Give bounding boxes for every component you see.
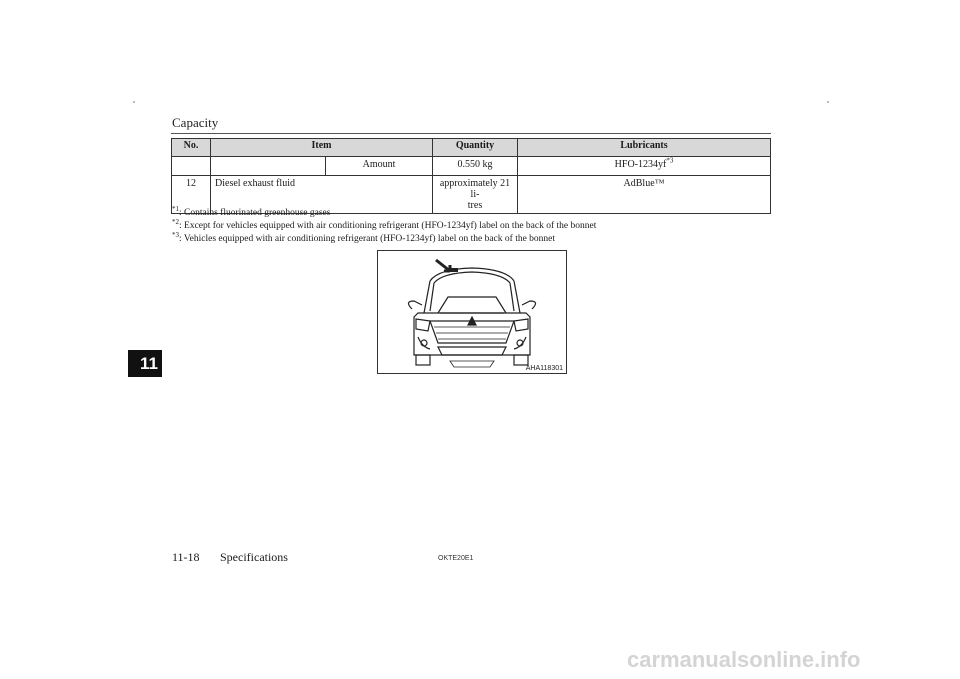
table-row <box>172 157 771 176</box>
cell-lubricant: AdBlue™ <box>518 176 771 214</box>
vehicle-front-open-bonnet-icon <box>378 251 566 373</box>
column-header-no: No. <box>172 139 211 157</box>
vehicle-figure <box>377 250 567 374</box>
footnote-mark: *3 <box>172 230 179 239</box>
column-header-item: Item <box>211 139 433 157</box>
footnote-mark: *2 <box>172 217 179 226</box>
footnote-text: : Except for vehicles equipped with air conditioning refrigerant (HFO-1234yf) label on the back of the bonnet <box>179 221 597 231</box>
cell-quantity: 0.550 kg <box>433 157 518 176</box>
title-rule <box>171 133 771 134</box>
footnote-1 <box>172 204 596 220</box>
cell-lubricant <box>518 157 771 176</box>
column-header-lubricants: Lubricants <box>518 139 771 157</box>
footnote-2 <box>172 217 597 233</box>
footnote-text: : Contains fluorinated greenhouse gases <box>179 208 331 218</box>
section-title: Capacity <box>172 115 219 130</box>
chapter-tab: 11 <box>128 350 162 377</box>
crop-mark-left <box>133 101 135 103</box>
cell-item <box>211 157 326 176</box>
footnotes <box>172 204 597 246</box>
cell-no: 12 <box>172 176 211 214</box>
lubricant-name: HFO-1234yf <box>614 159 667 170</box>
document-code: OKTE20E1 <box>438 555 474 562</box>
page-number: 11-18 <box>172 550 200 564</box>
footnote-mark: *1 <box>172 204 179 213</box>
figure-code: AHA118301 <box>525 365 563 372</box>
watermark: carmanualsonline.info <box>627 647 861 672</box>
column-header-quantity: Quantity <box>433 139 518 157</box>
footnote-text: : Vehicles equipped with air conditioning refrigerant (HFO-1234yf) label on the back of the bonnet <box>179 234 556 244</box>
footnote-ref: *3 <box>666 156 674 165</box>
crop-mark-right <box>827 101 829 103</box>
table-header-row <box>172 139 771 157</box>
cell-subitem: Amount <box>326 157 433 176</box>
page-section: Specifications <box>220 550 288 564</box>
cell-item: Diesel exhaust fluid <box>211 176 433 214</box>
cell-quantity: approximately 21 li- tres <box>433 176 518 214</box>
cell-no <box>172 157 211 176</box>
capacity-table <box>171 138 771 214</box>
footnote-3 <box>172 230 596 246</box>
